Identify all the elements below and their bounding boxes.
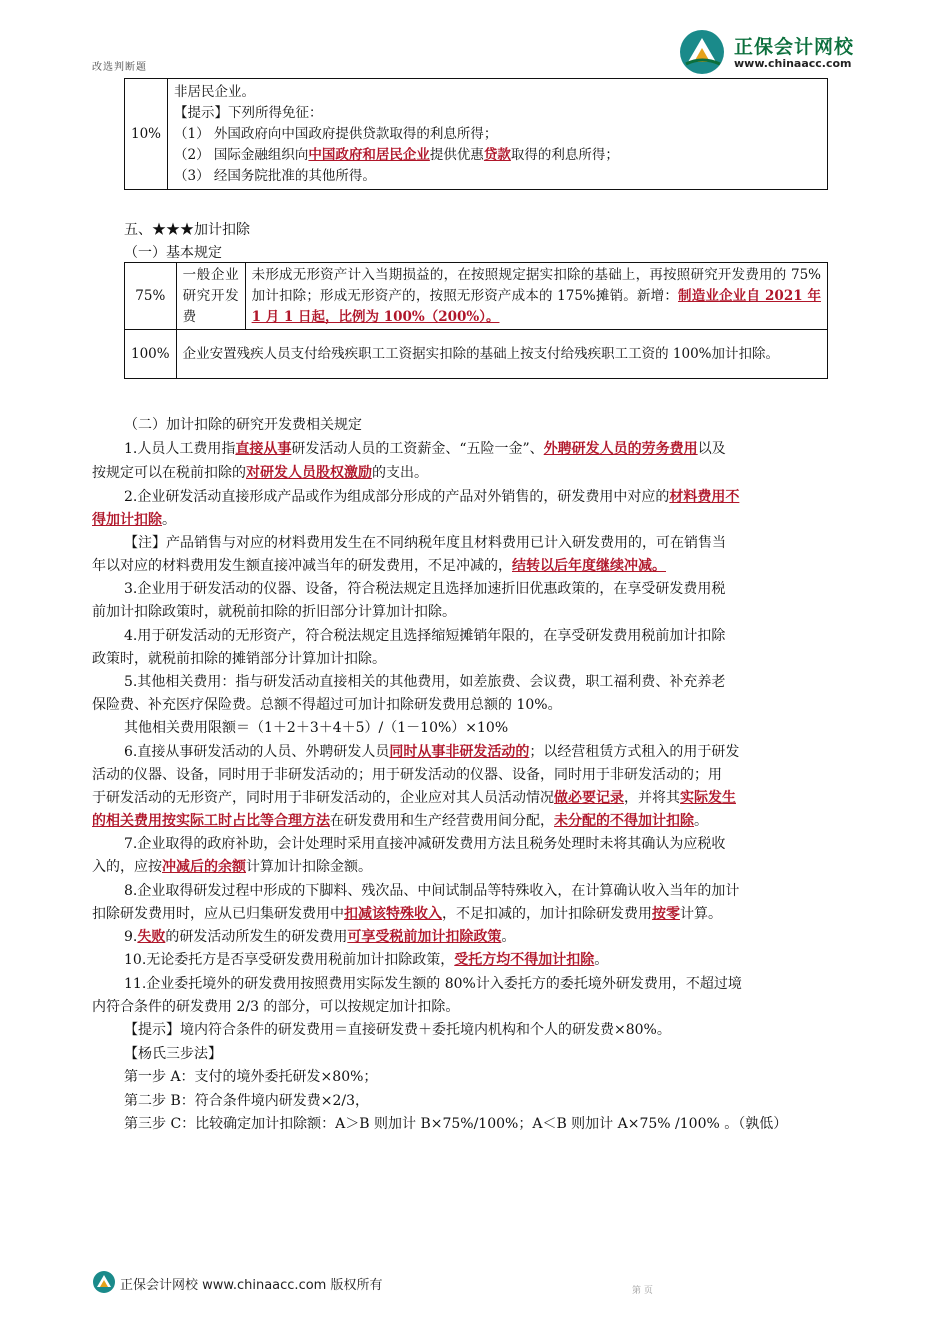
para-3: 3.企业用于研发活动的仪器、设备，符合税法规定且选择加速折旧优惠政策的，在享受研发费用税 (124, 581, 726, 597)
para-5-cont: 保险费、补充医疗保险费。总额不得超过可加计扣除研发费用总额的 10%。 (92, 697, 562, 713)
highlight: 实际发生 (680, 790, 736, 806)
para-9: 9.失败的研发活动所发生的研发费用可享受税前加计扣除政策。 (124, 929, 516, 945)
note-cont: 年以对应的材料费用发生额直接冲减当年的研发费用，不足冲减的，结转以后年度继续冲减。 (92, 558, 666, 574)
highlight: 外聘研发人员的劳务费用 (543, 441, 698, 457)
brand-logo-icon (678, 28, 728, 76)
desc-line: （1） 外国政府向中国政府提供贷款取得的利息所得； (174, 125, 498, 142)
para-4-cont: 政策时，就税前扣除的摊销部分计算加计扣除。 (92, 651, 386, 667)
desc-line: 非居民企业。 (174, 83, 256, 100)
para-5: 5.其他相关费用：指与研发活动直接相关的其他费用，如差旅费、会议费，职工福利费、补充养老 (124, 674, 726, 690)
rate-cell: 100% (125, 330, 177, 379)
footer-text: 正保会计网校 www.chinaacc.com 版权所有 (120, 1278, 383, 1293)
desc-cell: 企业安置残疾人员支付给残疾职工工资据实扣除的基础上按支付给残疾职工工资的 100%加计扣除。 (176, 330, 827, 379)
highlight: 材料费用不 (669, 489, 740, 505)
highlight: 未分配的不得加计扣除 (554, 813, 694, 829)
highlight: 结转以后年度继续冲减。 (512, 558, 666, 574)
desc-line: 【提示】下列所得免征： (174, 104, 323, 121)
tax-rate-table-10 (124, 78, 828, 190)
rate-desc-cell (168, 79, 828, 190)
brand-logo (678, 28, 868, 78)
desc-cell: 未形成无形资产计入当期损益的，在按照规定据实扣除的基础上，再按照研究开发费用的 75%加计扣除；形成无形资产的，按照无形资产成本的 175%摊销。新增：制造业企业自 2021 年 1 月 1 日起，比例为 100%（200%）。 (245, 263, 827, 330)
brand-name: 正保会计网校 (734, 36, 855, 58)
step-3: 第三步 C：比较确定加计扣除额：A＞B 则加计 B×75%/100%；A＜B 则加计 A×75% /100% 。（孰低） (124, 1116, 788, 1132)
para-2: 2.企业研发活动直接形成产品或作为组成部分形成的产品对外销售的，研发费用中对应的材料费用不 (124, 489, 740, 505)
deduction-table (124, 262, 828, 379)
para-10: 10.无论委托方是否享受研发费用税前加计扣除政策，受托方均不得加计扣除。 (124, 952, 609, 968)
method-title: 【杨氏三步法】 (124, 1046, 222, 1062)
rate-cell: 75% (125, 263, 177, 330)
para-8: 8.企业取得研发过程中形成的下脚料、残次品、中间试制品等特殊收入，在计算确认收入当年的加计 (124, 883, 740, 899)
highlight: 受托方均不得加计扣除 (454, 952, 595, 968)
highlight: 直接从事 (235, 441, 292, 457)
para-11: 11.企业委托境外的研发费用按照费用实际发生额的 80%计入委托方的委托境外研发费用，不超过境 (124, 976, 742, 992)
para-4: 4.用于研发活动的无形资产，符合税法规定且选择缩短摊销年限的，在享受研发费用税前加计扣除 (124, 628, 726, 644)
para-2-cont: 得加计扣除。 (92, 512, 176, 528)
highlight: 制造业企业自 2021 年 1 月 1 日起，比例为 100%（200%）。 (251, 287, 821, 325)
category-cell: 一般企业研究开发费 (176, 263, 245, 330)
desc-line: （2） 国际金融组织向中国政府和居民企业提供优惠贷款取得的利息所得； (174, 146, 619, 163)
highlight: 可享受税前加计扣除政策 (347, 929, 502, 945)
para-7: 7.企业取得的政府补助，会计处理时采用直接冲减研发费用方法且税务处理时未将其确认为应税收 (124, 836, 726, 852)
para-6: 6.直接从事研发活动的人员、外聘研发人员同时从事非研发活动的；以经营租赁方式租入的用于研发 (124, 744, 740, 760)
para-1-cont: 按规定可以在税前扣除的对研发人员股权激励的支出。 (92, 465, 428, 481)
brand-url[interactable]: www.chinaacc.com (734, 57, 852, 70)
para-11-cont: 内符合条件的研发费用 2/3 的部分，可以按规定加计扣除。 (92, 999, 460, 1015)
para-8-cont: 扣除研发费用时，应从已归集研发费用中扣减该特殊收入，不足扣减的，加计扣除研发费用按零计算。 (92, 906, 722, 922)
highlight: 失败 (137, 929, 166, 945)
highlight: 同时从事非研发活动的 (389, 744, 530, 760)
formula: 其他相关费用限额＝（1＋2＋3＋4＋5）/（1－10%）×10% (124, 720, 509, 736)
highlight: 的相关费用按实际工时占比等合理方法 (92, 813, 330, 829)
para-3-cont: 前加计扣除政策时，就税前扣除的折旧部分计算加计扣除。 (92, 604, 456, 620)
subsection-title: （一）基本规定 (124, 245, 222, 261)
tip: 【提示】境内符合条件的研发费用＝直接研发费＋委托境内机构和个人的研发费×80%。 (124, 1022, 671, 1038)
highlight: 扣减该特殊收入 (344, 906, 442, 922)
subsection-title: （二）加计扣除的研究开发费相关规定 (124, 417, 362, 433)
section-title: 五、★★★加计扣除 (124, 222, 250, 238)
para-6-cont: 于研发活动的无形资产，同时用于非研发活动的，企业应对其人员活动情况做必要记录，并将其实际发生 (92, 790, 736, 806)
header-left-text: 改选判断题 (92, 62, 147, 73)
step-2: 第二步 B：符合条件境内研发费×2/3， (124, 1093, 369, 1109)
page-mark: 第 页 (632, 1286, 653, 1296)
para-1: 1.人员人工费用指直接从事研发活动人员的工资薪金、“五险一金”、外聘研发人员的劳务费用以及 (124, 441, 726, 457)
step-1: 第一步 A：支付的境外委托研发×80%； (124, 1069, 378, 1085)
highlight: 贷款 (483, 146, 511, 163)
highlight: 按零 (652, 906, 680, 922)
highlight: 冲减后的余额 (162, 859, 246, 875)
note: 【注】产品销售与对应的材料费用发生在不同纳税年度且材料费用已计入研发费用的，可在销售当 (124, 535, 726, 551)
highlight: 对研发人员股权激励 (246, 465, 372, 481)
para-7-cont: 入的，应按冲减后的余额计算加计扣除金额。 (92, 859, 372, 875)
footer-logo-icon (92, 1270, 116, 1294)
para-6-cont: 的相关费用按实际工时占比等合理方法在研发费用和生产经营费用间分配，未分配的不得加计扣除。 (92, 813, 708, 829)
highlight: 做必要记录 (554, 790, 624, 806)
desc-line: （3） 经国务院批准的其他所得。 (174, 167, 376, 184)
para-6-cont: 活动的仪器、设备，同时用于非研发活动的；用于研发活动的仪器、设备，同时用于非研发活动的；用 (92, 767, 722, 783)
rate-cell: 10% (125, 79, 168, 190)
highlight: 得加计扣除 (92, 512, 162, 528)
highlight: 中国政府和居民企业 (308, 146, 430, 163)
